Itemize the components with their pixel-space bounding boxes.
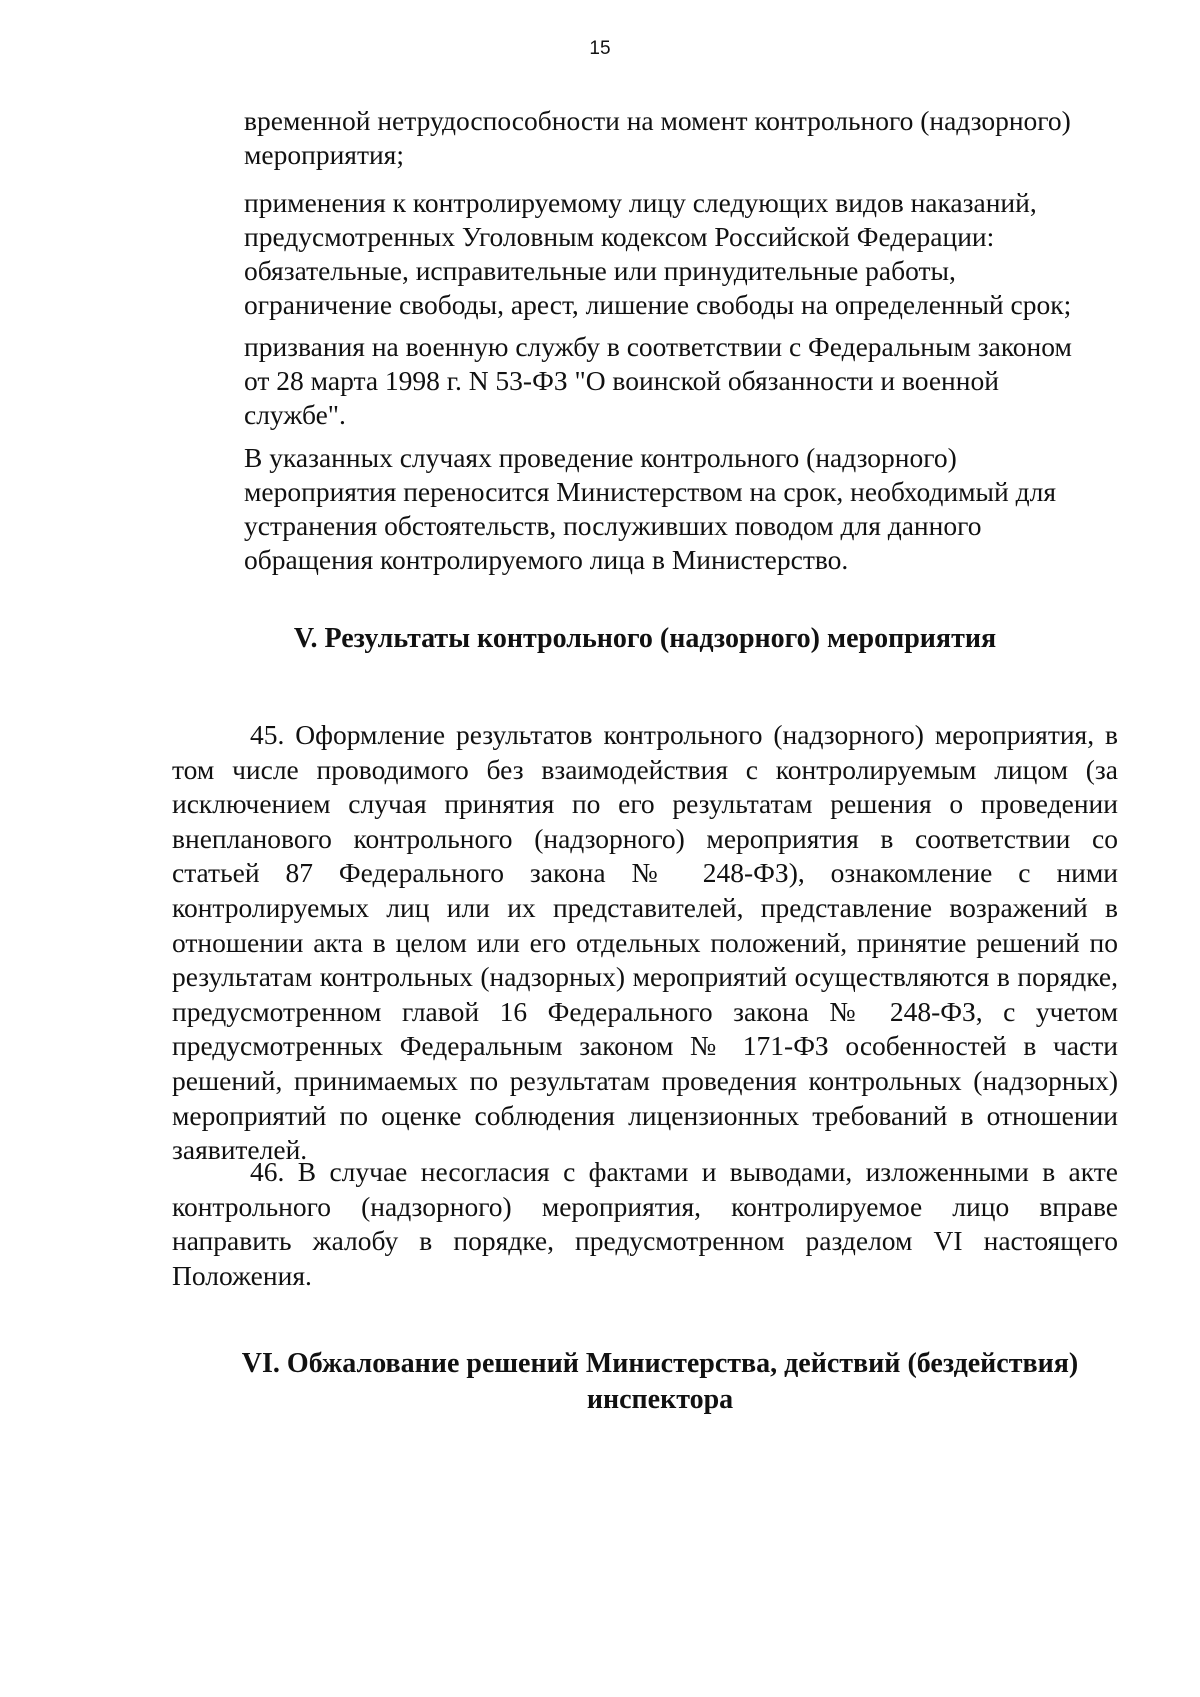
paragraph-text: 45. Оформление результатов контрольного (надзорного) мероприятия, в том числе проводимого без взаимодействия с контролируемым лицом (за исключением случая принятия по его результатам решения о проведении внепланового контрольного (надзорного) мероприятия в соответствии со статьей 87 Федерального закона № 248-ФЗ), ознакомление с ними контролируемых лиц или их представителей, представление возражений в отношении акта в целом или его отдельных положений, принятие решений по результатам контрольных (надзорных) мероприятий осуществляются в порядке, предусмотренном главой 16 Федерального закона № 248-ФЗ, с учетом предусмотренных Федеральным законом № 171-ФЗ особенностей в части решений, принимаемых по результатам проведения контрольных (надзорных) мероприятий по оценке соблюдения лицензионных требований в отношении заявителей. [172, 719, 1118, 1166]
paragraph-45 [172, 718, 1118, 1168]
paragraph-postponement [244, 441, 1104, 577]
paragraph-text: 46. В случае несогласия с фактами и выводами, изложенными в акте контрольного (надзорного) мероприятия, контролируемое лицо вправе направить жалобу в порядке, предусмотренном разделом VI настоящего Положения. [172, 1156, 1118, 1291]
page-number: 15 [589, 38, 611, 59]
section-6-heading-line2: инспектора [586, 1384, 734, 1415]
paragraph-punishments [244, 186, 1104, 322]
paragraph-text: временной нетрудоспособности на момент контрольного (надзорного) мероприятия; [244, 105, 1071, 170]
paragraph-military-service [244, 330, 1104, 432]
paragraph-46 [172, 1155, 1118, 1293]
section-6-heading-line1: VI. Обжалование решений Министерства, действий (бездействия) [241, 1348, 1079, 1379]
paragraph-text: В указанных случаях проведение контрольного (надзорного) мероприятия переносится Министерством на срок, необходимый для устранения обстоятельств, послуживших поводом для данного обращения контролируемого лица в Министерство. [244, 442, 1056, 575]
paragraph-text: призвания на военную службу в соответствии с Федеральным законом от 28 марта 1998 г. N 53-ФЗ "О воинской обязанности и военной службе". [244, 331, 1072, 430]
paragraph-temporary-disability [244, 104, 1104, 172]
section-6-heading [200, 1346, 1120, 1418]
section-5-heading: V. Результаты контрольного (надзорного) мероприятия [293, 623, 997, 654]
paragraph-text: применения к контролируемому лицу следующих видов наказаний, предусмотренных Уголовным кодексом Российской Федерации: обязательные, исправительные или принудительные работы, ограничение свободы, арест, лишение свободы на определенный срок; [244, 187, 1072, 320]
